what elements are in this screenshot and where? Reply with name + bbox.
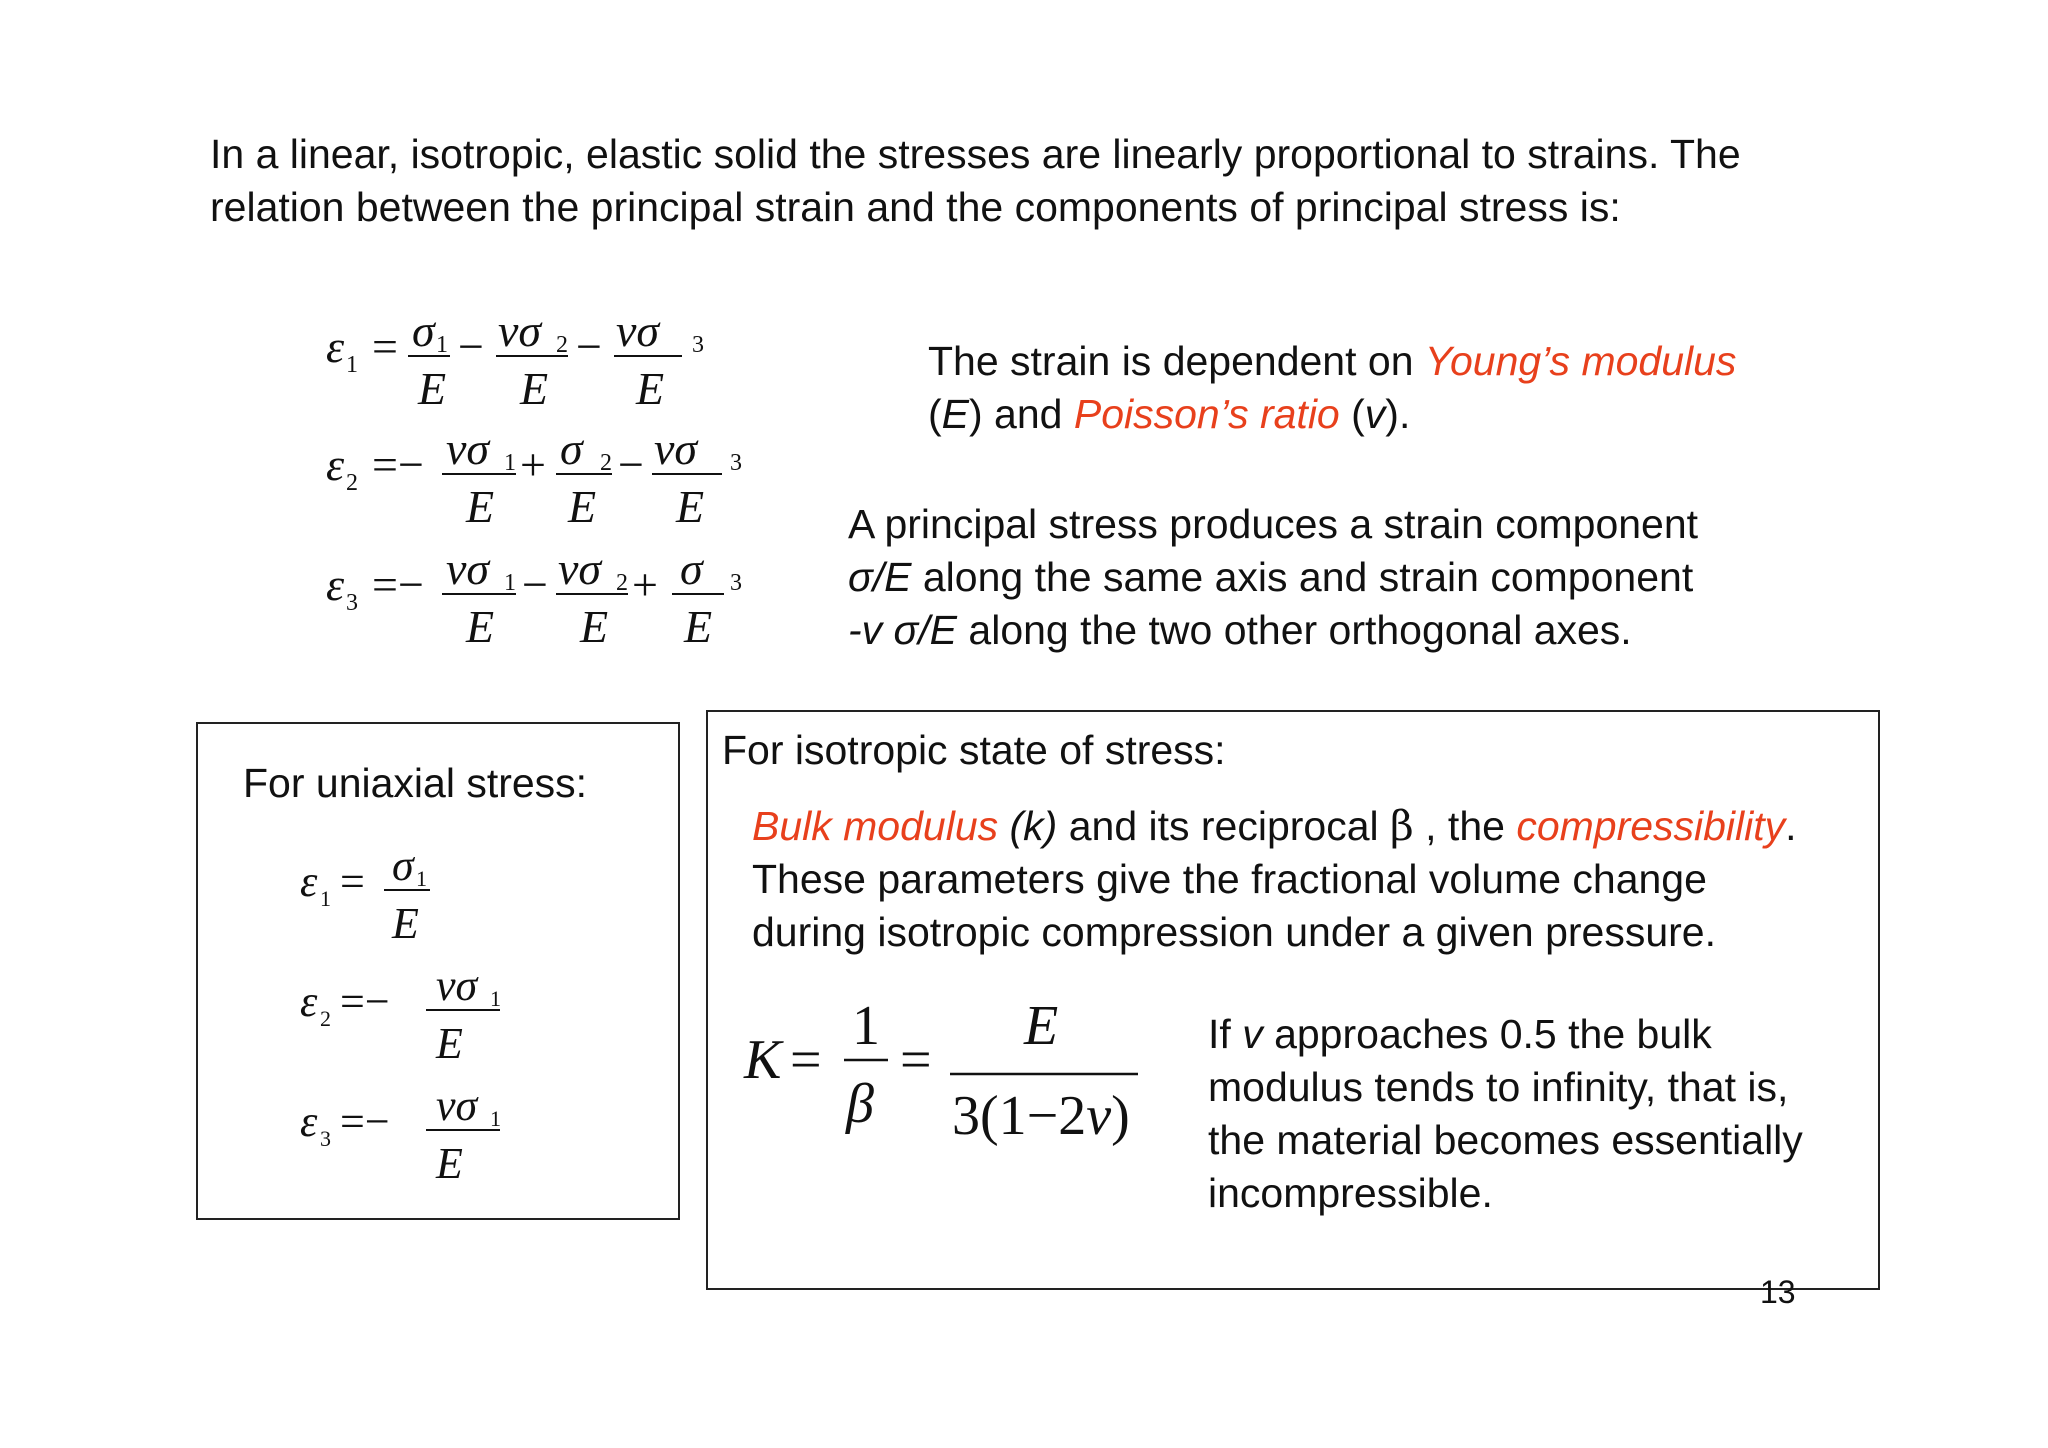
svg-text:=: = <box>790 1029 822 1091</box>
svg-text:E: E <box>684 601 713 652</box>
svg-text:E: E <box>466 601 495 652</box>
svg-text:ε: ε <box>326 321 345 372</box>
strain-prefix: The strain is dependent on <box>928 338 1425 384</box>
svg-text:E: E <box>520 363 549 414</box>
intro-line-2: relation between the principal strain and the components of principal stress is: <box>210 184 1621 230</box>
svg-text:ε: ε <box>300 857 318 906</box>
svg-text:νσ: νσ <box>436 1081 478 1130</box>
svg-text:+: + <box>520 439 546 490</box>
intro-line-1: In a linear, isotropic, elastic solid the stresses are linearly proportional to strains. The <box>210 131 1741 177</box>
svg-text:ε: ε <box>326 439 345 490</box>
note-line-2: modulus tends to infinity, that is, <box>1208 1064 1789 1110</box>
svg-text:νσ: νσ <box>436 961 478 1010</box>
isotropic-label: For isotropic state of stress: <box>722 727 1226 773</box>
svg-text:1: 1 <box>436 332 448 358</box>
page-number: 13 <box>1760 1274 1796 1310</box>
bulk-line-3: during isotropic compression under a given pressure. <box>752 909 1717 955</box>
svg-text:3: 3 <box>320 1126 331 1151</box>
principal-strain-equations <box>320 300 780 670</box>
symbol-v: v <box>1364 391 1386 437</box>
svg-text:ε: ε <box>300 977 318 1026</box>
principal-line-2: along the same axis and strain component <box>911 554 1694 600</box>
svg-text:+: + <box>632 559 658 610</box>
svg-text:E: E <box>392 899 419 948</box>
svg-text:E: E <box>436 1139 463 1188</box>
svg-text:1: 1 <box>320 886 331 911</box>
svg-text:3: 3 <box>730 570 742 596</box>
svg-text:=: = <box>372 321 398 372</box>
svg-text:E: E <box>676 481 705 532</box>
bulk-modulus-formula <box>740 990 1150 1150</box>
strain-mid: ) and <box>969 391 1074 437</box>
incompressibility-note <box>1208 1008 1888 1220</box>
svg-text:3: 3 <box>692 332 704 358</box>
poissons-ratio-term: Poisson’s ratio <box>1073 391 1340 437</box>
svg-text:−: − <box>522 559 548 610</box>
svg-text:ε: ε <box>326 559 345 610</box>
svg-text:−: − <box>458 321 484 372</box>
compressibility-term: compressibility <box>1516 803 1786 849</box>
bulk-modulus-text <box>752 800 1902 959</box>
svg-text:νσ: νσ <box>446 423 490 474</box>
youngs-modulus-term: Young’s modulus <box>1424 338 1737 384</box>
svg-text:=−: =− <box>340 977 390 1026</box>
svg-text:νσ: νσ <box>654 423 698 474</box>
uniaxial-label: For uniaxial stress: <box>243 760 588 806</box>
svg-text:νσ: νσ <box>498 305 542 356</box>
svg-text:E: E <box>418 363 447 414</box>
svg-text:σ: σ <box>560 423 583 474</box>
bulk-period: . <box>1785 803 1797 849</box>
svg-text:=−: =− <box>372 439 424 490</box>
svg-text:β: β <box>846 1073 874 1135</box>
symbol-k: (k) <box>998 803 1058 849</box>
uniaxial-equations <box>296 840 536 1200</box>
note-line-4: incompressible. <box>1208 1170 1493 1216</box>
svg-text:2: 2 <box>320 1006 331 1031</box>
svg-text:νσ: νσ <box>446 543 490 594</box>
svg-text:E: E <box>436 1019 463 1068</box>
svg-text:σ: σ <box>412 305 435 356</box>
bulk-modulus-term: Bulk modulus <box>752 803 999 849</box>
svg-text:1: 1 <box>852 995 880 1057</box>
svg-text:1: 1 <box>346 352 358 378</box>
paren-open: ( <box>928 391 942 437</box>
symbol-beta: β <box>1390 802 1414 850</box>
svg-text:=: = <box>340 857 365 906</box>
note-line-1: approaches 0.5 the bulk <box>1262 1011 1712 1057</box>
principal-line-3: along the two other orthogonal axes. <box>957 607 1632 653</box>
svg-text:−: − <box>576 321 602 372</box>
note-v: v <box>1242 1011 1263 1057</box>
svg-text:=: = <box>900 1029 932 1091</box>
svg-text:2: 2 <box>600 450 612 476</box>
svg-text:ε: ε <box>300 1097 318 1146</box>
paren-open-2: ( <box>1339 391 1365 437</box>
svg-text:2: 2 <box>616 570 628 596</box>
svg-text:1: 1 <box>416 866 427 891</box>
svg-text:νσ: νσ <box>616 305 660 356</box>
svg-text:1: 1 <box>490 1106 501 1131</box>
svg-text:1: 1 <box>504 570 516 596</box>
svg-text:1: 1 <box>504 450 516 476</box>
svg-text:σ: σ <box>680 543 703 594</box>
principal-stress-note <box>848 498 1698 657</box>
bulk-line-2: These parameters give the fractional volume change <box>752 856 1707 902</box>
svg-text:E: E <box>580 601 609 652</box>
strain-dependence-text <box>928 335 1736 441</box>
svg-text:E: E <box>1024 995 1059 1057</box>
symbol-E: E <box>941 391 970 437</box>
svg-text:K: K <box>744 1029 782 1091</box>
bulk-and: and its reciprocal <box>1057 803 1391 849</box>
svg-text:=−: =− <box>372 559 424 610</box>
svg-text:3: 3 <box>730 450 742 476</box>
note-line-3: the material becomes essentially <box>1208 1117 1803 1163</box>
bulk-the: , the <box>1413 803 1517 849</box>
svg-text:E: E <box>466 481 495 532</box>
svg-text:2: 2 <box>346 470 358 496</box>
svg-text:−: − <box>618 439 644 490</box>
sigma-over-E: σ/E <box>848 554 912 600</box>
principal-line-1: A principal stress produces a strain component <box>848 501 1699 547</box>
svg-text:E: E <box>636 363 665 414</box>
svg-text:2: 2 <box>556 332 568 358</box>
svg-text:E: E <box>568 481 597 532</box>
svg-text:1: 1 <box>490 986 501 1011</box>
intro-paragraph <box>210 128 1890 234</box>
minus-v-sigma-over-E: -v σ/E <box>848 607 958 653</box>
svg-text:3(1−2ν): 3(1−2ν) <box>952 1085 1130 1147</box>
svg-text:=−: =− <box>340 1097 390 1146</box>
paren-close: ). <box>1385 391 1411 437</box>
svg-text:νσ: νσ <box>558 543 602 594</box>
svg-text:σ: σ <box>392 841 414 890</box>
note-if: If <box>1208 1011 1243 1057</box>
svg-text:3: 3 <box>346 590 358 616</box>
